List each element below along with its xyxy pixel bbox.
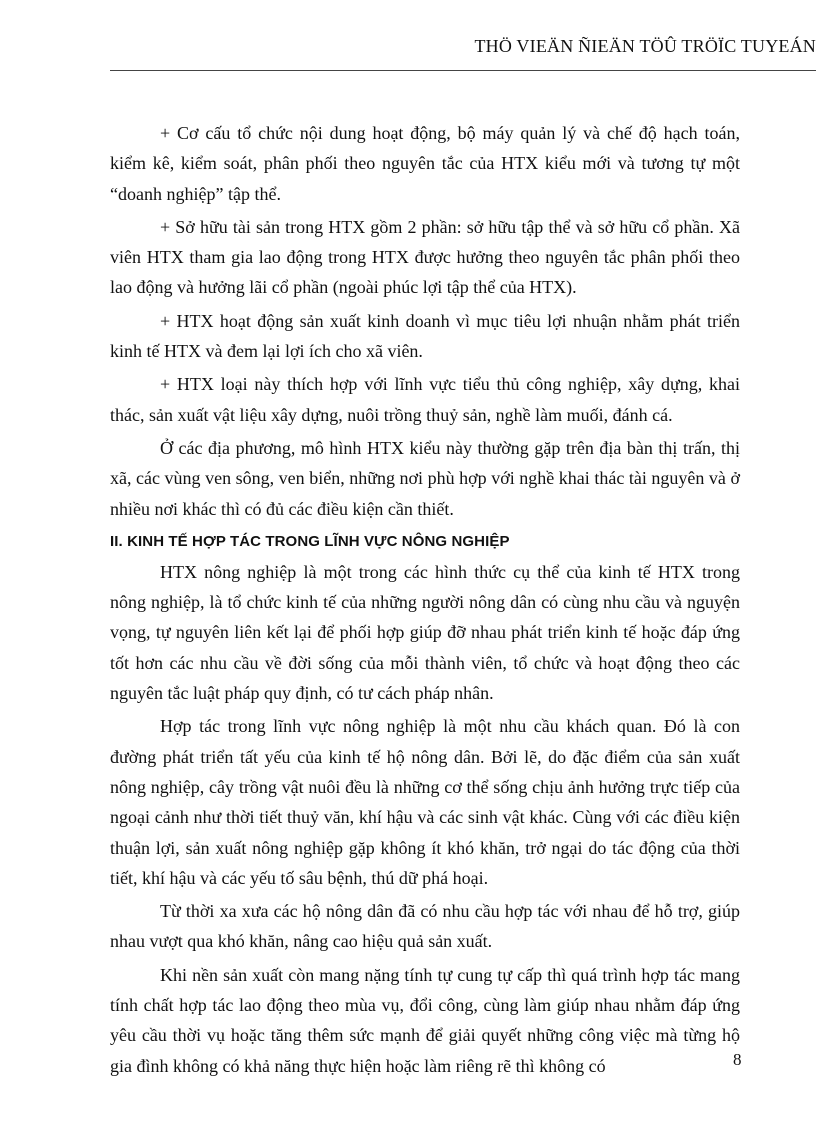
page-content: [110, 118, 740, 1084]
page-header-title: THÖ VIEÄN ÑIEÄN TÖÛ TRÖÏC TUYEÁN: [474, 36, 816, 56]
paragraph: + HTX hoạt động sản xuất kinh doanh vì mục tiêu lợi nhuận nhằm phát triển kinh tế HTX và đem lại lợi ích cho xã viên.: [110, 310, 740, 362]
paragraph: + Cơ cấu tổ chức nội dung hoạt động, bộ máy quản lý và chế độ hạch toán, kiểm kê, kiểm soát, phân phối theo nguyên tắc của HTX kiểu mới và tương tự một “doanh nghiệp” tập thể.: [110, 123, 740, 204]
page-number: 8: [733, 1050, 742, 1069]
paragraph: Từ thời xa xưa các hộ nông dân đã có nhu cầu hợp tác với nhau để hỗ trợ, giúp nhau vượt qua khó khăn, nâng cao hiệu quả sản xuất.: [110, 901, 740, 952]
paragraph: + HTX loại này thích hợp với lĩnh vực tiểu thủ công nghiệp, xây dựng, khai thác, sản xuất vật liệu xây dựng, nuôi trồng thuỷ sản, nghề làm muối, đánh cá.: [110, 374, 740, 425]
section-heading: II. KINH TẾ HỢP TÁC TRONG LĨNH VỰC NÔNG NGHIỆP: [110, 532, 510, 550]
paragraph: Ở các địa phương, mô hình HTX kiểu này thường gặp trên địa bàn thị trấn, thị xã, các vùng ven sông, ven biển, những nơi phù hợp với nghề khai thác tài nguyên và ở nhiều nơi khác thì có đủ các điều kiện cần thiết.: [110, 437, 740, 519]
paragraph: HTX nông nghiệp là một trong các hình thức cụ thể của kinh tế HTX trong nông nghiệp, là tổ chức kinh tế của những người nông dân có cùng nhu cầu và nguyện vọng, tự nguyên liên kết lại để phối hợp giúp đỡ nhau phát triển kinh tế hoặc đáp ứng tốt hơn các nhu cầu về đời sống của mỗi thành viên, tổ chức và hoạt động theo các nguyên tắc luật pháp quy định, có tư cách pháp nhân.: [110, 561, 740, 704]
paragraph: + Sở hữu tài sản trong HTX gồm 2 phần: sở hữu tập thể và sở hữu cổ phần. Xã viên HTX tham gia lao động trong HTX được hưởng theo nguyên tắc phân phối theo lao động và hưởng lãi cổ phần (ngoài phúc lợi tập thể của HTX).: [110, 216, 740, 298]
header-divider: [110, 70, 816, 71]
paragraph: Khi nền sản xuất còn mang nặng tính tự cung tự cấp thì quá trình hợp tác mang tính chất hợp tác lao động theo mùa vụ, đổi công, cùng làm giúp nhau nhằm đáp ứng yêu cầu thời vụ hoặc tăng thêm sức mạnh để giải quyết những công việc mà từng hộ gia đình không có khả năng thực hiện hoặc làm riêng rẽ thì không có: [110, 964, 740, 1076]
paragraph: Hợp tác trong lĩnh vực nông nghiệp là một nhu cầu khách quan. Đó là con đường phát triển tất yếu của kinh tế hộ nông dân. Bởi lẽ, do đặc điểm của sản xuất nông nghiệp, cây trồng vật nuôi đều là những cơ thể sống chịu ảnh hưởng trực tiếp của ngoại cảnh như thời tiết thuỷ văn, khí hậu và các sinh vật khác. Cùng với các điều kiện thuận lợi, sản xuất nông nghiệp gặp không ít khó khăn, trở ngại do tác động của thời tiết, khí hậu và các yếu tố sâu bệnh, thú dữ phá hoại.: [110, 716, 740, 888]
